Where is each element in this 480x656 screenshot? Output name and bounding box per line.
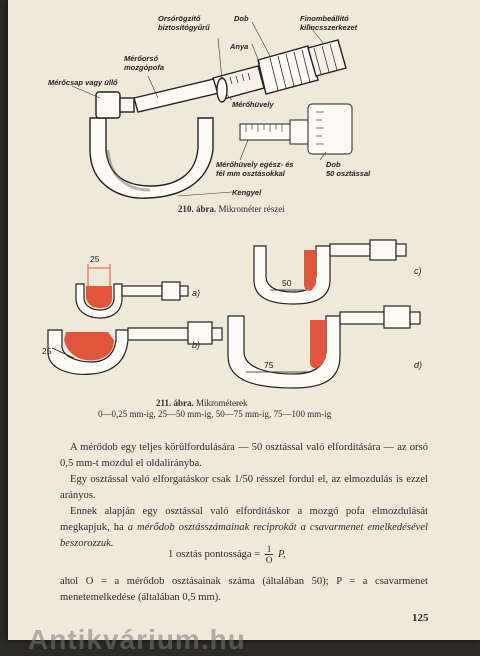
label-thimble-lock: Orsórögzítő biztosítógyűrű: [158, 14, 210, 32]
watermark: Antikvárium.hu: [28, 624, 246, 655]
figure-210-caption-number: 210. ábra.: [178, 204, 217, 214]
formula-left: 1 osztás pontossága =: [168, 548, 261, 560]
paragraph-3-text: Ennek alapján egy osztással való elfordításkor a mozgó pofa elmozdulását megkapjuk, ha: [60, 506, 428, 533]
figure-211-caption: [156, 398, 248, 408]
label-spindle: Mérőorsó mozgópofa: [124, 54, 164, 72]
label-sleeve-scale: Mérőhüvely egész- és fél mm osztásokkal: [216, 160, 294, 178]
figure-210-caption: [178, 204, 285, 214]
label-anvil: Mérőcsap vagy üllő: [48, 78, 118, 87]
formula-denominator: O: [265, 555, 273, 565]
label-nut: Anya: [230, 42, 249, 51]
dim-b: 25: [42, 346, 52, 356]
sublabel-c: c): [414, 266, 422, 276]
sublabel-d: d): [414, 360, 423, 370]
label-frame: Kengyel: [232, 188, 262, 197]
formula-right: P,: [278, 548, 286, 560]
dim-c: 50: [282, 278, 292, 288]
figure-210-micrometer-parts: [8, 0, 480, 420]
figure-210-caption-text: Mikrométer részei: [218, 204, 285, 214]
formula-fraction: [265, 544, 274, 565]
paragraph-3-emphasis: a mérődob osztásszámainak reciprokát a csavarmenet emelkedésével beszorozzuk.: [60, 522, 428, 549]
figure-211-caption-number: 211. ábra.: [156, 398, 194, 408]
figure-211-caption-text: Mikrométerek: [196, 398, 248, 408]
sleeve-detail-drawing: [240, 104, 352, 154]
sublabel-b: b): [192, 340, 201, 350]
label-sleeve: Mérőhüvely: [232, 100, 274, 109]
label-drum: Dob 50 osztással: [326, 160, 371, 178]
micrometer-d-drawing: [228, 306, 423, 388]
paragraph-2: [60, 472, 428, 504]
label-frame-nut: Dob: [234, 14, 249, 23]
dim-d: 75: [264, 360, 274, 370]
sublabel-a: a): [192, 288, 201, 298]
micrometer-a-drawing: [76, 282, 188, 318]
precision-formula: [168, 544, 286, 565]
paragraph-1: [60, 440, 428, 472]
label-ratchet: Finombeállító kilincsszerkezet: [300, 14, 358, 32]
paragraph-4: ahol O = a mérődob osztásainak száma (általában 50); P = a csavarmenet menetemelkedése (általában 0,5 mm).: [60, 576, 428, 603]
micrometer-c-drawing: [254, 240, 406, 304]
formula-numerator: 1: [266, 544, 272, 554]
paragraph-1-text: A mérődob egy teljes körülfordulására — 50 osztással való elfordítására — az orsó 0,5 mm-t mozdul el oldalirányba.: [60, 442, 428, 469]
figure-211-caption-line2: 0—0,25 mm-ig, 25—50 mm-ig, 50—75 mm-ig, 75—100 mm-ig: [98, 409, 332, 419]
micrometer-a-dimension: [88, 264, 110, 286]
book-page: [8, 0, 480, 655]
dim-a: 25: [90, 254, 100, 264]
page-number: 125: [412, 612, 429, 624]
paragraph-2-text: Egy osztással való elforgatáskor csak 1/50 résszel fordul el, az elmozdulás is ezzel arányos.: [60, 474, 428, 501]
